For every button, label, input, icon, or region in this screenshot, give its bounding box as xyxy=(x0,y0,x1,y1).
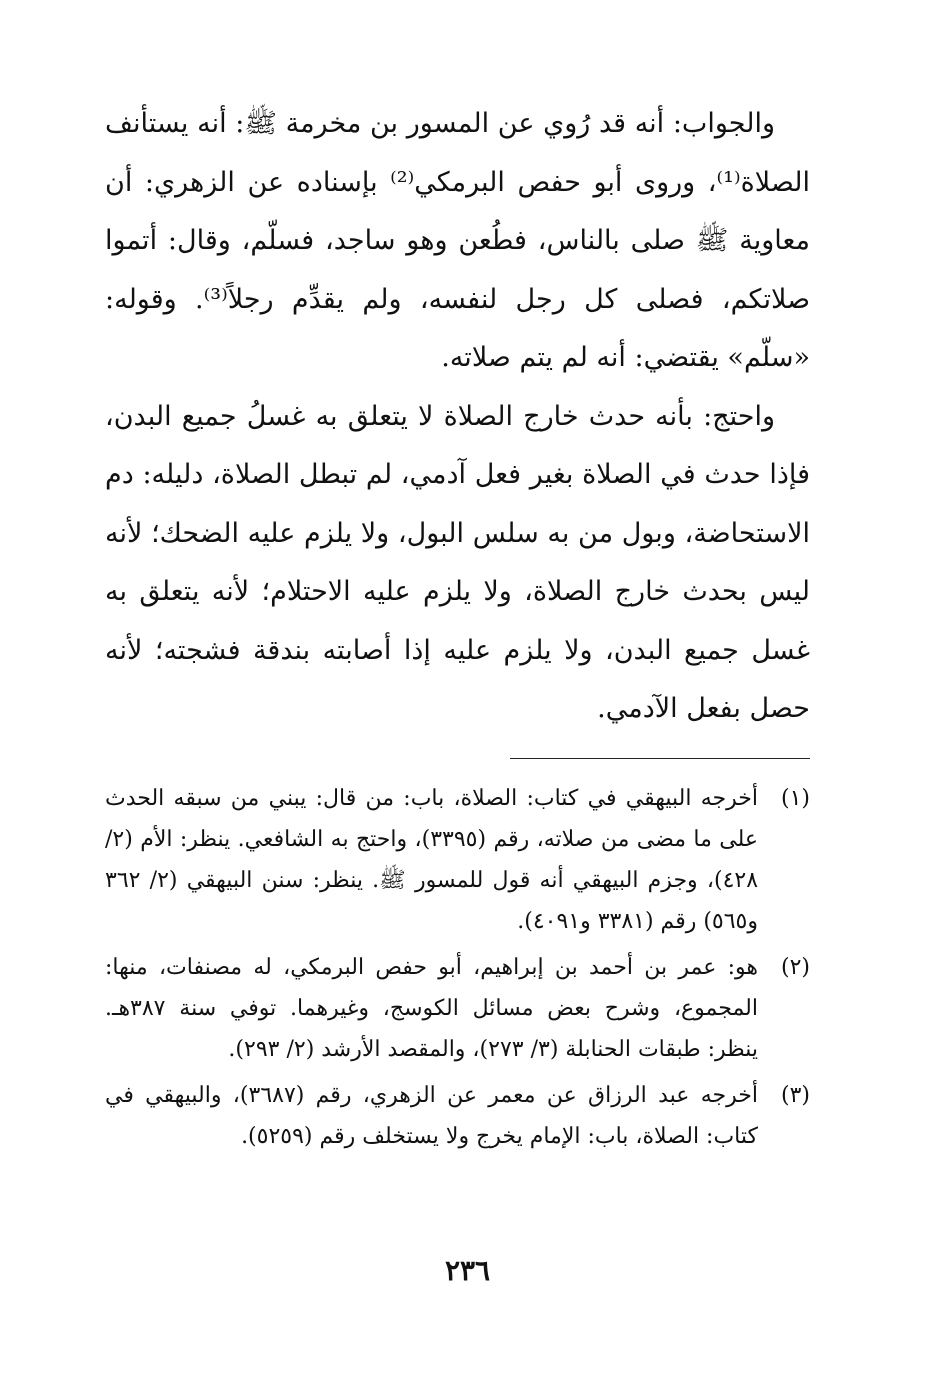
footnote-1 xyxy=(105,778,810,942)
footnote-number: (٢) xyxy=(780,955,810,980)
footnote-number: (١) xyxy=(780,786,810,811)
body-paragraph-2: واحتج: بأنه حدث خارج الصلاة لا يتعلق به غسلُ جميع البدن، فإذا حدث في الصلاة بغير فعل آدمي، لم تبطل الصلاة، دليله: دم الاستحاضة، وبول من به سلس البول، ولا يلزم عليه الضحك؛ لأنه ليس بحدث خارج الصلاة، ولا يلزم عليه الاحتلام؛ لأنه يتعلق به غسل جميع البدن، ولا يلزم عليه إذا أصابته بندقة فشجته؛ لأنه حصل بفعل الآدمي. xyxy=(105,400,810,724)
footnote-number: (٣) xyxy=(780,1083,810,1108)
footnote-text: هو: عمر بن أحمد بن إبراهيم، أبو حفص البرمكي، له مصنفات، منها: المجموع، وشرح بعض مسائل الكوسج، وغيرهما. توفي سنة ٣٨٧هـ. ينظر: طبقات الحنابلة (٣/ ٢٧٣)، والمقصد الأرشد (٢/ ٢٩٣). xyxy=(105,955,758,1062)
footnote-2 xyxy=(105,947,810,1070)
footnotes xyxy=(105,778,810,1162)
footnote-text: أخرجه عبد الرزاق عن معمر عن الزهري، رقم (٣٦٨٧)، والبيهقي في كتاب: الصلاة، باب: الإمام يخرج ولا يستخلف رقم (٥٢٥٩). xyxy=(105,1083,758,1149)
page-number: ٢٣٦ xyxy=(444,1254,491,1287)
footnote-text: أخرجه البيهقي في كتاب: الصلاة، باب: من قال: يبني من سبقه الحدث على ما مضى من صلاته، رقم (٣٣٩٥)، واحتج به الشافعي. ينظر: الأم (٢/ ٤٢٨)، وجزم البيهقي أنه قول للمسور ﷺ. ينظر: سنن البيهقي (٢/ ٣٦٢ و٥٦٥) رقم (٣٣٨١ و٤٠٩١). xyxy=(105,786,759,934)
body-paragraph-1: والجواب: أنه قد رُوي عن المسور بن مخرمة ﷺ: أنه يستأنف الصلاة⁽¹⁾، وروى أبو حفص البرمكي⁽²⁾ بإسناده عن الزهري: أن معاوية ﷺ صلى بالناس، فطُعن وهو ساجد، فسلّم، وقال: أتموا صلاتكم، فصلى كل رجل لنفسه، ولم يقدِّم رجلاً⁽³⁾. وقوله: «سلّم» يقتضي: أنه لم يتم صلاته. xyxy=(105,108,810,373)
footnote-3 xyxy=(105,1075,810,1157)
main-text xyxy=(105,95,810,739)
footnote-separator xyxy=(510,758,810,759)
